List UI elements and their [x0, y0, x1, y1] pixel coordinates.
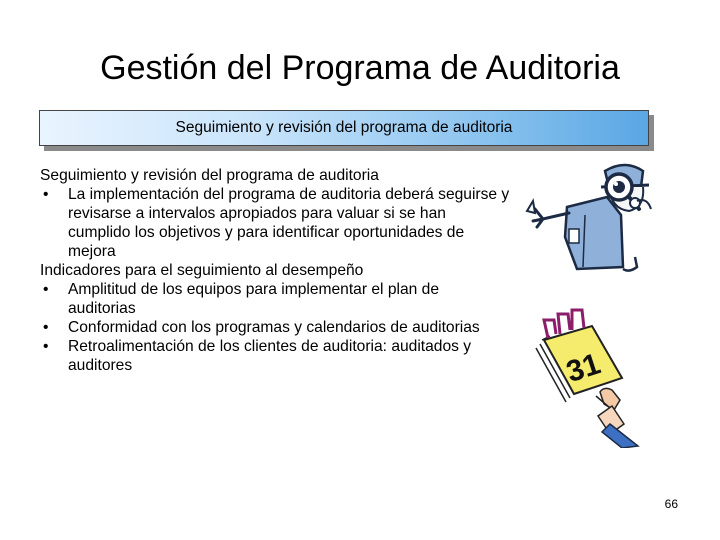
- detective-magnifier-icon: [525, 157, 665, 275]
- bullet-text: Conformidad con los programas y calendarios de auditorias: [68, 319, 480, 336]
- slide-body: [40, 166, 510, 375]
- bullet-list: [40, 280, 510, 375]
- bullet-text: Amplititud de los equipos para implementar el plan de auditorias: [68, 281, 439, 317]
- bullet-marker: •: [43, 338, 49, 355]
- bullet-text: La implementación del programa de auditoria deberá seguirse y revisarse a intervalos apropiados para valuar si se han cumplido los objetivos y para identificar oportunidades de mejora: [68, 186, 510, 260]
- slide-title: Gestión del Programa de Auditoria: [100, 49, 620, 87]
- bullet-list: [40, 185, 510, 261]
- list-item: [40, 185, 510, 261]
- section-banner: Seguimiento y revisión del programa de auditoria: [39, 110, 649, 146]
- bullet-marker: •: [43, 319, 49, 336]
- list-item: [40, 280, 510, 318]
- section-heading: Seguimiento y revisión del programa de auditoria: [40, 167, 379, 184]
- list-item: [40, 337, 510, 375]
- calendar-number: 31: [562, 347, 605, 390]
- bullet-text: Retroalimentación de los clientes de auditoria: auditados y auditores: [68, 338, 472, 374]
- section-heading: Indicadores para el seguimiento al desempeño: [40, 262, 364, 279]
- list-item: [40, 318, 510, 337]
- bullet-marker: •: [43, 281, 49, 298]
- calendar-hand-icon: [530, 300, 640, 448]
- bullet-marker: •: [43, 186, 49, 203]
- page-number: 66: [664, 497, 678, 511]
